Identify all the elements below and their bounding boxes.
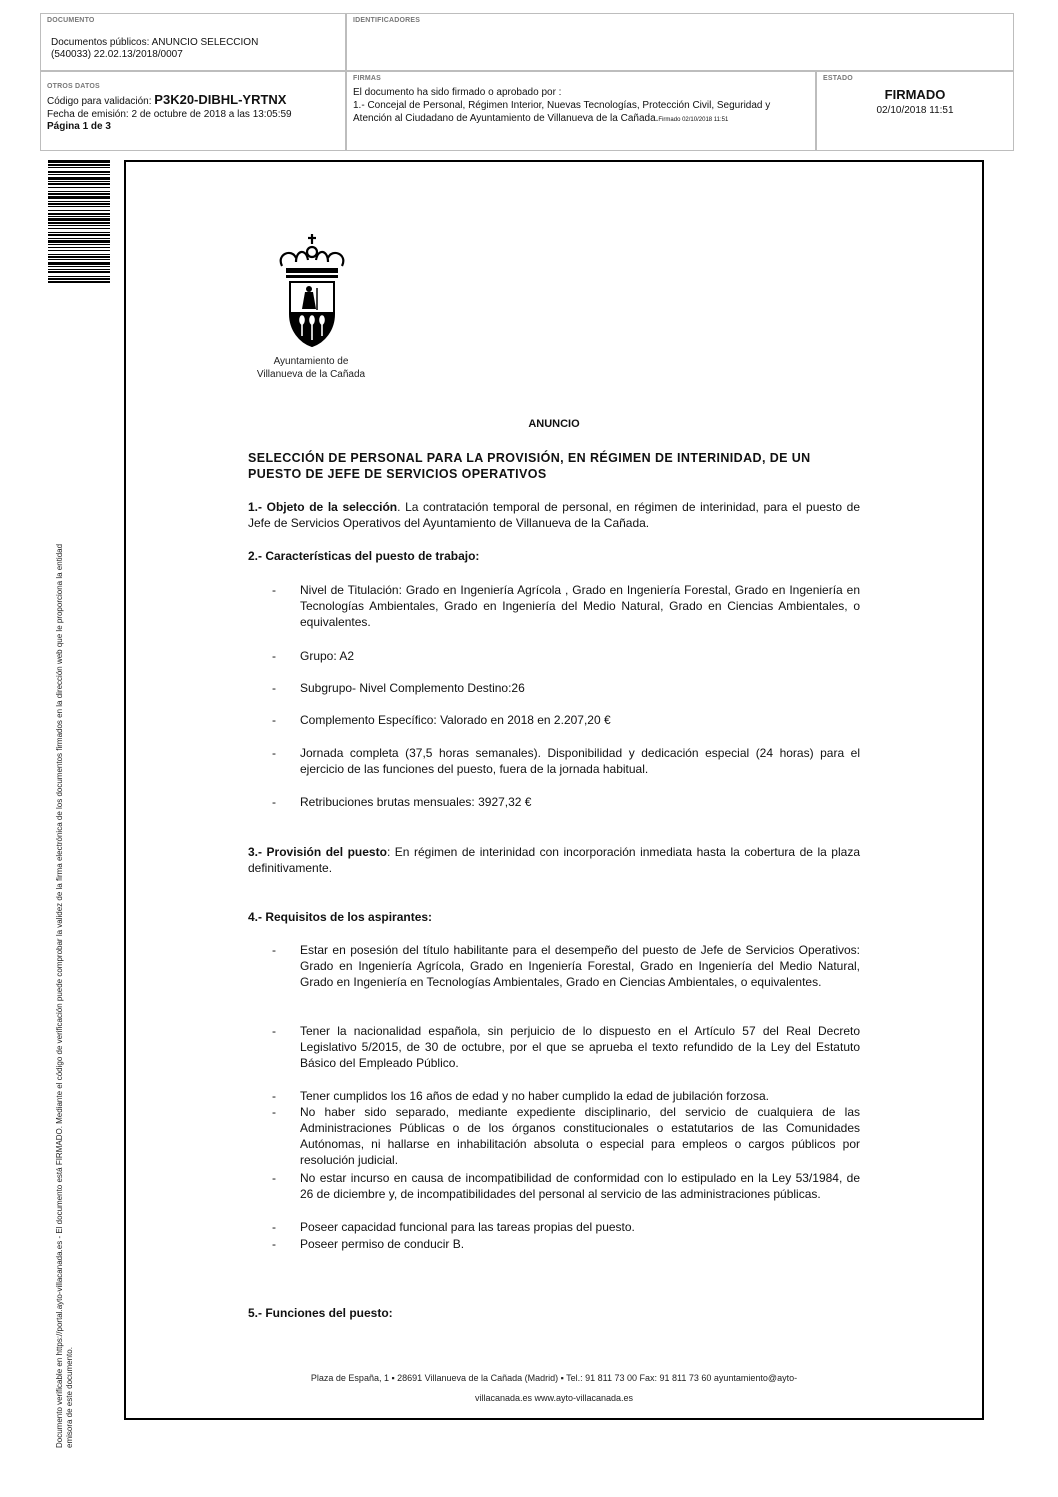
s4-item: Poseer capacidad funcional para las tareas propias del puesto. [300, 1220, 635, 1234]
side-text-line2: emisora de este documento. [65, 1347, 74, 1448]
footer-line2: villacanada.es www.ayto-villacanada.es [474, 1393, 634, 1403]
header-estado-label: ESTADO [823, 75, 853, 82]
s2-item: Grupo: A2 [300, 649, 355, 663]
bullet-marker: - [272, 1220, 276, 1234]
header-firmas-small: Firmado 02/10/2018 11:51 [658, 117, 729, 123]
barcode-stripe [48, 269, 110, 270]
section-3 [248, 844, 860, 876]
section-4-heading: 4.- Requisitos de los aspirantes: [248, 910, 433, 924]
barcode-stripe [48, 232, 110, 233]
header-identificadores-label: IDENTIFICADORES [353, 17, 421, 24]
barcode-stripe [48, 187, 110, 188]
header-documento-cell [40, 13, 346, 71]
barcode-stripe [48, 225, 110, 226]
barcode-image [48, 160, 110, 416]
barcode-stripe [48, 276, 110, 277]
barcode-stripe [48, 167, 110, 168]
logo-caption-line1: Ayuntamiento de [273, 356, 349, 367]
barcode-stripe [48, 262, 110, 265]
side-text-line1: Documento verificable en https://portal.ayto-villacanada.es - El documento está FIRMADO. Mediante el código de verificación puede comprobar la validez de la firma electrónica de los documentos firmados en la dirección web que le proporciona la entidad [55, 543, 64, 1448]
barcode-stripe [48, 193, 110, 195]
header-firmas-signer: Atención al Ciudadano de Ayuntamiento de Villanueva de la Cañada. [353, 113, 659, 124]
barcode-stripe [48, 256, 110, 258]
barcode-stripe [48, 191, 110, 192]
barcode-stripe [48, 210, 110, 211]
bullet-marker: - [272, 1171, 276, 1185]
header-firmas-line1: El documento ha sido firmado o aprobado por : [353, 87, 562, 98]
barcode-stripe [48, 218, 110, 221]
s4-item: Tener la nacionalidad española, sin perjuicio de lo dispuesto en el Artículo 57 del Real Decreto Legislativo 5/2015, de 30 de octubre, por el que se aprueba el texto refundido de la Ley del Estatuto Básico del Empleado Público. [300, 1024, 860, 1070]
barcode-stripe [48, 201, 110, 202]
barcode-stripe [48, 216, 110, 217]
header-firmas-label: FIRMAS [353, 75, 382, 82]
barcode-stripe [48, 234, 110, 236]
header-firmas-line3 [353, 113, 728, 126]
barcode-stripe [48, 203, 110, 205]
logo-caption [246, 355, 376, 381]
bullet-marker: - [272, 943, 276, 957]
header-codigo-prefix: Código para validación: [47, 96, 152, 107]
section-3-heading: 3.- Provisión del puesto [248, 845, 387, 859]
barcode-stripe [48, 250, 110, 251]
barcode-stripe [48, 183, 110, 185]
footer-line1: Plaza de España, 1 ▪ 28691 Villanueva de la Cañada (Madrid) ▪ Tel.: 91 811 73 00 Fax: 91 811 73 60 ayuntamiento@ayto- [310, 1373, 798, 1383]
bullet-marker: - [272, 713, 276, 727]
coat-of-arms-logo [272, 232, 352, 350]
header-codigo-value: P3K20-DIBHL-YRTNX [154, 92, 287, 107]
barcode-stripe [48, 238, 110, 239]
header-otros-label: OTROS DATOS [47, 83, 100, 90]
barcode-stripe [48, 171, 110, 173]
bullet-marker: - [272, 649, 276, 663]
header-firmas-line2: 1.- Concejal de Personal, Régimen Interior, Nuevas Tecnologías, Protección Civil, Seguridad y [353, 100, 771, 111]
barcode-stripe [48, 259, 110, 260]
barcode-stripe [48, 174, 110, 175]
header-documento-label: DOCUMENTO [47, 17, 95, 24]
s2-item: Complemento Específico: Valorado en 2018 en 2.207,20 € [300, 713, 611, 727]
barcode-stripe [48, 177, 110, 180]
barcode-stripe [48, 278, 110, 280]
header-fecha-emision: Fecha de emisión: 2 de octubre de 2018 a las 13:05:59 [47, 109, 292, 120]
barcode-stripe [48, 181, 110, 182]
s4-item: No haber sido separado, mediante expediente disciplinario, del servicio de cualquiera de las Administraciones Públicas o de los órganos constitucionales o estatutarios de las Comunidades Autónomas, ni hallarse en inhabilitación absoluta o especial para empleos o cargos públicos por resolución judicial. [300, 1105, 860, 1167]
header-firmas-cell [346, 71, 816, 151]
bullet-marker: - [272, 795, 276, 809]
bullet-marker: - [272, 1089, 276, 1103]
bullet-marker: - [272, 1237, 276, 1251]
barcode-stripe [48, 247, 110, 248]
s4-item: No estar incurso en causa de incompatibilidad de conformidad con lo estipulado en la Ley 53/1984, de 26 de diciembre y, de incompatibilidades del personal al servicio de las administraciones públicas. [300, 1171, 860, 1201]
section-1-heading: 1.- Objeto de la selección [248, 500, 398, 514]
barcode-stripe [48, 196, 110, 199]
doc-subtitle: SELECCIÓN DE PERSONAL PARA LA PROVISIÓN, EN RÉGIMEN DE INTERINIDAD, DE UN PUESTO DE JEFE DE SERVICIOS OPERATIVOS [248, 451, 811, 481]
header-documento-line1: Documentos públicos: ANUNCIO SELECCION [51, 37, 259, 48]
barcode-stripe [48, 254, 110, 255]
barcode-stripe [48, 213, 110, 215]
header-identificadores-cell [346, 13, 1014, 71]
header-otros-cell [40, 71, 346, 151]
bullet-marker: - [272, 746, 276, 760]
bullet-marker: - [272, 1105, 276, 1119]
header-estado-cell [816, 71, 1014, 151]
header-codigo [47, 94, 286, 108]
footer-address [248, 1368, 860, 1408]
section-5-heading: 5.- Funciones del puesto: [248, 1306, 393, 1320]
bullet-marker: - [272, 1024, 276, 1038]
section-1 [248, 499, 860, 531]
section-3-text: : En régimen de interinidad con incorporación inmediata hasta la cobertura de la plaza definitivamente. [248, 845, 860, 875]
barcode-stripe [48, 164, 110, 166]
section-2-heading: 2.- Características del puesto de trabajo: [248, 549, 480, 563]
barcode-stripe [48, 266, 110, 267]
logo-caption-line2: Villanueva de la Cañada [256, 369, 366, 380]
barcode-stripe [48, 206, 110, 207]
s2-item: Jornada completa (37,5 horas semanales). Disponibilidad y dedicación especial (24 horas) para el ejercicio de las funciones del puesto, fuera de la jornada habitual. [300, 746, 860, 776]
bullet-marker: - [272, 583, 276, 597]
s4-item: Tener cumplidos los 16 años de edad y no haber cumplido la edad de jubilación forzosa. [300, 1089, 769, 1103]
barcode-stripe [48, 244, 110, 245]
s2-item: Subgrupo- Nivel Complemento Destino:26 [300, 681, 525, 695]
doc-title: ANUNCIO [528, 418, 580, 430]
barcode-stripe [48, 240, 110, 243]
bullet-marker: - [272, 681, 276, 695]
s4-item: Estar en posesión del título habilitante para el desempeño del puesto de Jefe de Servicios Operativos: Grado en Ingeniería Agrícola, Grado en Ingeniería Forestal, Grado en Ingeniería del Medio Natural, Grado en Ingeniería en Tecnologías Ambientales, Grado en Ciencias Ambientales, o equivalentes. [300, 943, 860, 989]
barcode-stripe [48, 281, 110, 283]
section-1-text: . La contratación temporal de personal, en régimen de interinidad, para el puesto de Jefe de Servicios Operativos del Ayuntamiento de Villanueva de la Cañada. [248, 500, 861, 530]
s2-item: Retribuciones brutas mensuales: 3927,32 € [300, 795, 532, 809]
barcode-stripe [48, 222, 110, 224]
barcode-stripe [48, 271, 110, 273]
s4-item: Poseer permiso de conducir B. [300, 1237, 465, 1251]
barcode-stripe [48, 160, 110, 163]
header-pagina: Página 1 de 3 [47, 121, 111, 132]
header-estado-date: 02/10/2018 11:51 [876, 105, 954, 116]
barcode-stripe [48, 228, 110, 229]
header-estado-value: FIRMADO [884, 87, 946, 102]
s2-item: Nivel de Titulación: Grado en Ingeniería Agrícola , Grado en Ingeniería Forestal, Grado en Ingeniería en Tecnologías Ambientales, Grado en Ingeniería del Medio Natural, Grado en Ciencias Ambientales, o equivalentes. [300, 583, 860, 629]
verification-side-text [55, 438, 95, 1448]
header-documento-line2: (540033) 22.02.13/2018/0007 [51, 49, 183, 60]
